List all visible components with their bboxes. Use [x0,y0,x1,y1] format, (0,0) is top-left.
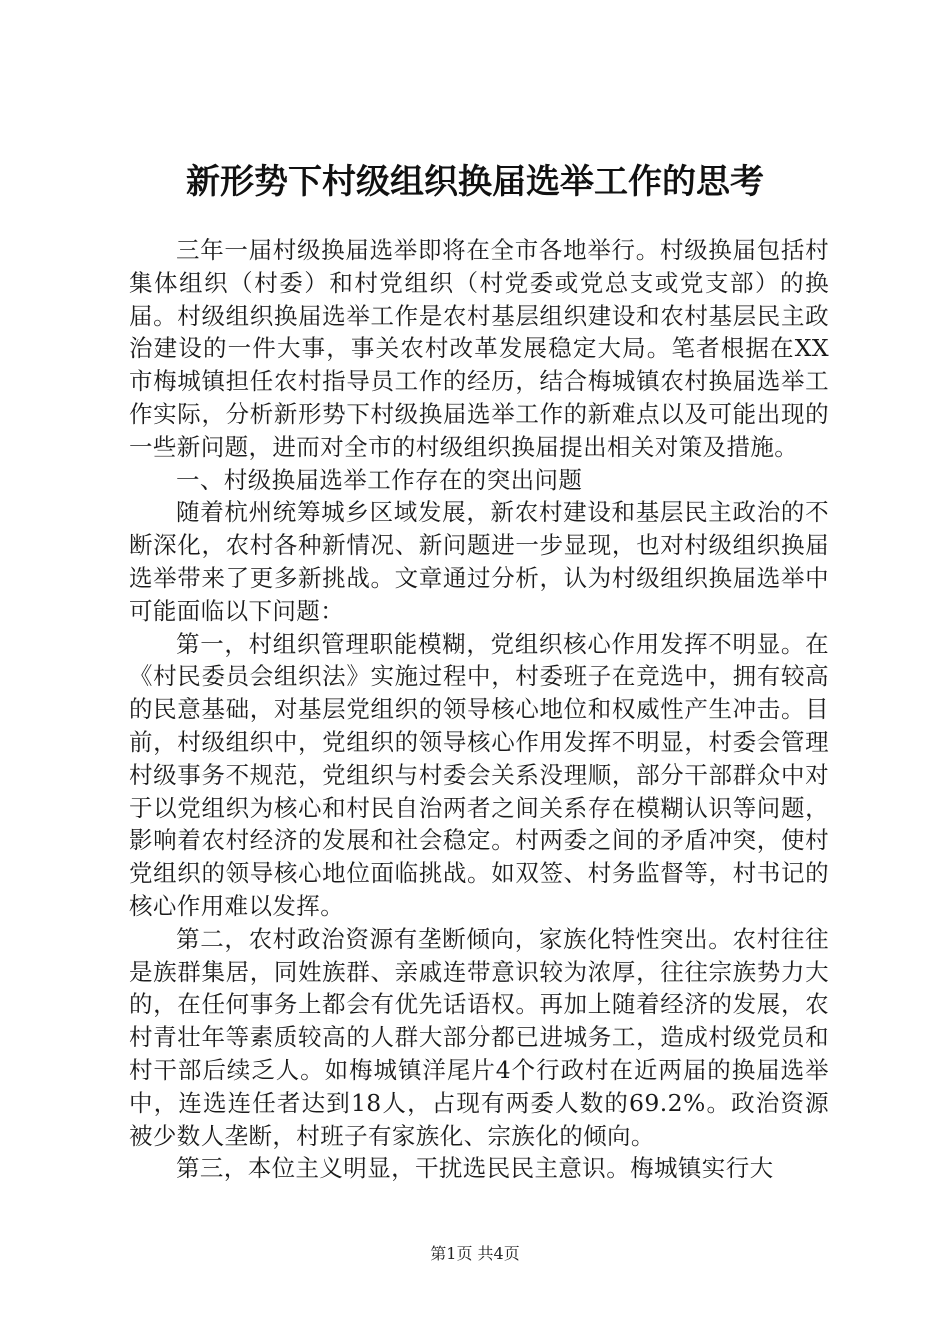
page-number-footer: 第1页 共4页 [430,1244,520,1263]
document-title: 新形势下村级组织换届选举工作的思考 [186,162,764,202]
paragraph-point-two: 第二，农村政治资源有垄断倾向，家族化特性突出。农村往往是族群集居，同姓族群、亲戚连带意识较为浓厚，往往宗族势力大的，在任何事务上都会有优先话语权。再加上随着经济的发展，农村青壮年等素质较高的人群大部分都已进城务工，造成村级党员和村干部后续乏人。如梅城镇洋尾片4个行政村在近两届的换届选举中，连选连任者达到18人，占现有两委人数的69.2%。政治资源被少数人垄断，村班子有家族化、宗族化的倾向。 [129,924,829,1150]
paragraph-point-one: 第一，村组织管理职能模糊，党组织核心作用发挥不明显。在《村民委员会组织法》实施过程中，村委班子在竞选中，拥有较高的民意基础，对基层党组织的领导核心地位和权威性产生冲击。目前，村级组织中，党组织的领导核心作用发挥不明显，村委会管理村级事务不规范，党组织与村委会关系没理顺，部分干部群众中对于以党组织为核心和村民自治两者之间关系存在模糊认识等问题，影响着农村经济的发展和社会稳定。村两委之间的矛盾冲突，使村党组织的领导核心地位面临挑战。如双签、村务监督等，村书记的核心作用难以发挥。 [129,629,829,920]
section-heading: 一、村级换届选举工作存在的突出问题 [176,465,583,494]
paragraph-background: 随着杭州统筹城乡区域发展，新农村建设和基层民主政治的不断深化，农村各种新情况、新问题进一步显现，也对村级组织换届选举带来了更多新挑战。文章通过分析，认为村级组织换届选举中可能面临以下问题： [129,498,829,625]
paragraph-intro: 三年一届村级换届选举即将在全市各地举行。村级换届包括村集体组织（村委）和村党组织（村党委或党总支或党支部）的换届。村级组织换届选举工作是农村基层组织建设和农村基层民主政治建设的一件大事，事关农村改革发展稳定大局。笔者根据在XX市梅城镇担任农村指导员工作的经历，结合梅城镇农村换届选举工作实际，分析新形势下村级换届选举工作的新难点以及可能出现的一些新问题，进而对全市的村级组织换届提出相关对策及措施。 [129,236,829,461]
document-body [129,234,829,1185]
paragraph-point-three: 第三，本位主义明显，干扰选民民主意识。梅城镇实行大 [176,1154,774,1183]
